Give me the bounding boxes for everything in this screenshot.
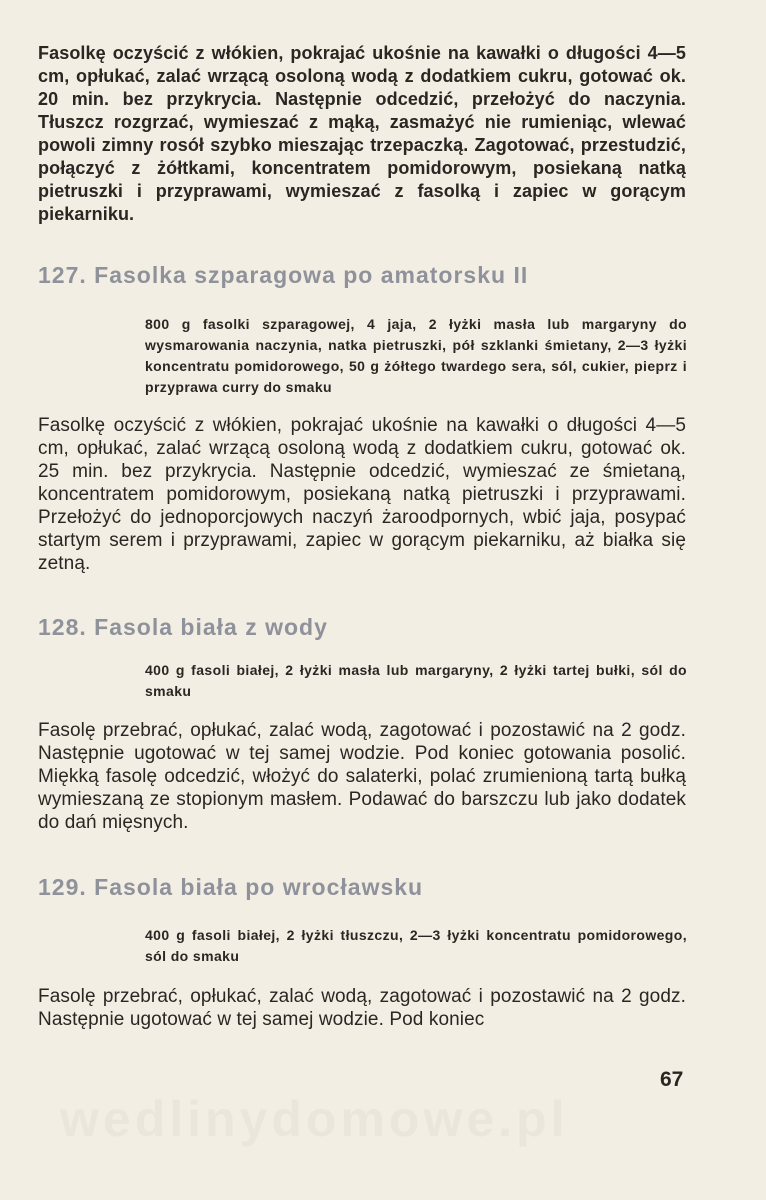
intro-paragraph: Fasolkę oczyścić z włókien, pokrajać ukośnie na kawałki o długości 4—5 cm, opłukać, zalać wrzącą osoloną wodą z dodatkiem cukru, gotować ok. 20 min. bez przykrycia. Następnie odcedzić, przełożyć do naczynia. Tłuszcz rozgrzać, wymieszać z mąką, zasmażyć nie rumieniąc, wlewać powoli zimny rosół szybko mieszając trzepaczką. Zagotować, przestudzić, połączyć z żółtkami, koncentratem pomidorowym, posiekaną natką pietruszki i przyprawami, wymieszać z fasolką i zapiec w gorącym piekarniku.: [38, 43, 686, 224]
recipe-128-instructions: Fasolę przebrać, opłukać, zalać wodą, zagotować i pozostawić na 2 godz. Następnie ugotować w tej samej wodzie. Pod koniec gotowania posolić. Miękką fasolę odcedzić, włożyć do salaterki, polać zrumienioną tartą bułką wymieszaną ze stopionym masłem. Podawać do barszczu lub jako dodatek do dań mięsnych.: [38, 720, 686, 833]
page-number: 67: [660, 1068, 684, 1091]
recipe-129-ingredients: 400 g fasoli białej, 2 łyżki tłuszczu, 2—3 łyżki koncentratu pomidorowego, sól do smaku: [145, 927, 687, 964]
recipe-127-instructions: Fasolkę oczyścić z włókien, pokrajać ukośnie na kawałki o długości 4—5 cm, opłukać, zalać wrzącą osoloną wodą z dodatkiem cukru, gotować ok. 25 min. bez przykrycia. Następnie odcedzić, wymieszać ze śmietaną, koncentratem pomidorowym, posiekaną natką pietruszki i przyprawami. Przełożyć do jednoporcjowych naczyń żaroodpornych, wbić jaja, posypać startym serem i przyprawami, zapiec w gorącym piekarniku, aż białka się zetną.: [38, 415, 686, 574]
recipe-127-title: 127. Fasolka szparagowa po amatorsku II: [38, 262, 529, 288]
recipe-128-ingredients: 400 g fasoli białej, 2 łyżki masła lub margaryny, 2 łyżki tartej bułki, sól do smaku: [145, 662, 687, 699]
recipe-129-title: 129. Fasola biała po wrocławsku: [38, 874, 424, 900]
recipe-128-title: 128. Fasola biała z wody: [38, 614, 328, 640]
watermark: wedlinydomowe.pl: [60, 1091, 569, 1147]
recipe-127-ingredients: 800 g fasolki szparagowej, 4 jaja, 2 łyżki masła lub margaryny do wysmarowania naczynia, natka pietruszki, pół szklanki śmietany, 2—3 łyżki koncentratu pomidorowego, 50 g żółtego twardego sera, sól, cukier, pieprz i przyprawa curry do smaku: [145, 316, 687, 395]
recipe-129-instructions: Fasolę przebrać, opłukać, zalać wodą, zagotować i pozostawić na 2 godz. Następnie ugotować w tej samej wodzie. Pod koniec: [38, 986, 686, 1030]
